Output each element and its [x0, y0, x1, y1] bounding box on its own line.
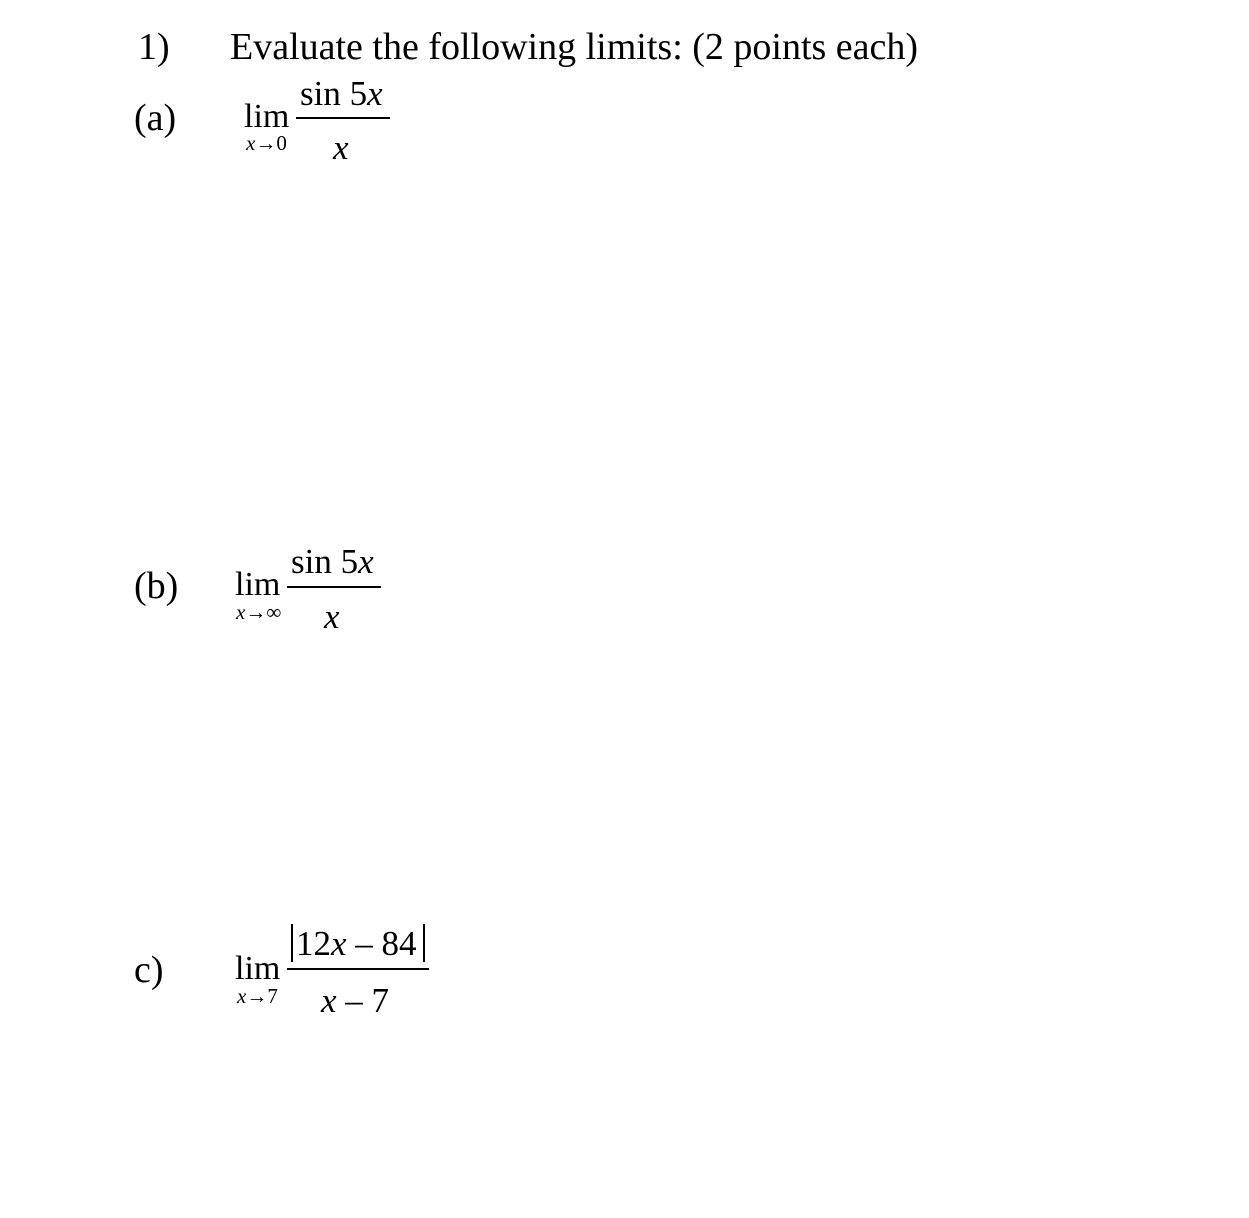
fraction-numerator: sin 5x — [291, 542, 374, 581]
limit-approach: x→∞ — [236, 600, 282, 624]
fraction-bar — [287, 968, 429, 970]
part-label: (b) — [134, 565, 179, 607]
limit-approach: x→0 — [246, 131, 287, 155]
fraction-bar — [296, 117, 390, 119]
absolute-value-bar-left — [291, 924, 293, 962]
limit-operator: lim — [235, 950, 281, 987]
question-prompt: Evaluate the following limits: (2 points each) — [230, 26, 919, 68]
fraction-denominator: x – 7 — [321, 981, 390, 1020]
fraction-denominator: x — [333, 128, 349, 167]
fraction-bar — [287, 586, 381, 588]
limit-operator: lim — [244, 98, 290, 135]
question-number: 1) — [138, 26, 170, 68]
part-label: c) — [134, 949, 164, 991]
fraction-denominator: x — [324, 597, 340, 636]
limit-operator: lim — [235, 566, 281, 603]
part-label: (a) — [134, 97, 177, 139]
limit-approach: x→7 — [237, 984, 278, 1008]
absolute-value-bar-right — [423, 924, 425, 962]
fraction-numerator: sin 5x — [300, 74, 383, 113]
fraction-numerator: 12x – 84 — [296, 924, 417, 963]
